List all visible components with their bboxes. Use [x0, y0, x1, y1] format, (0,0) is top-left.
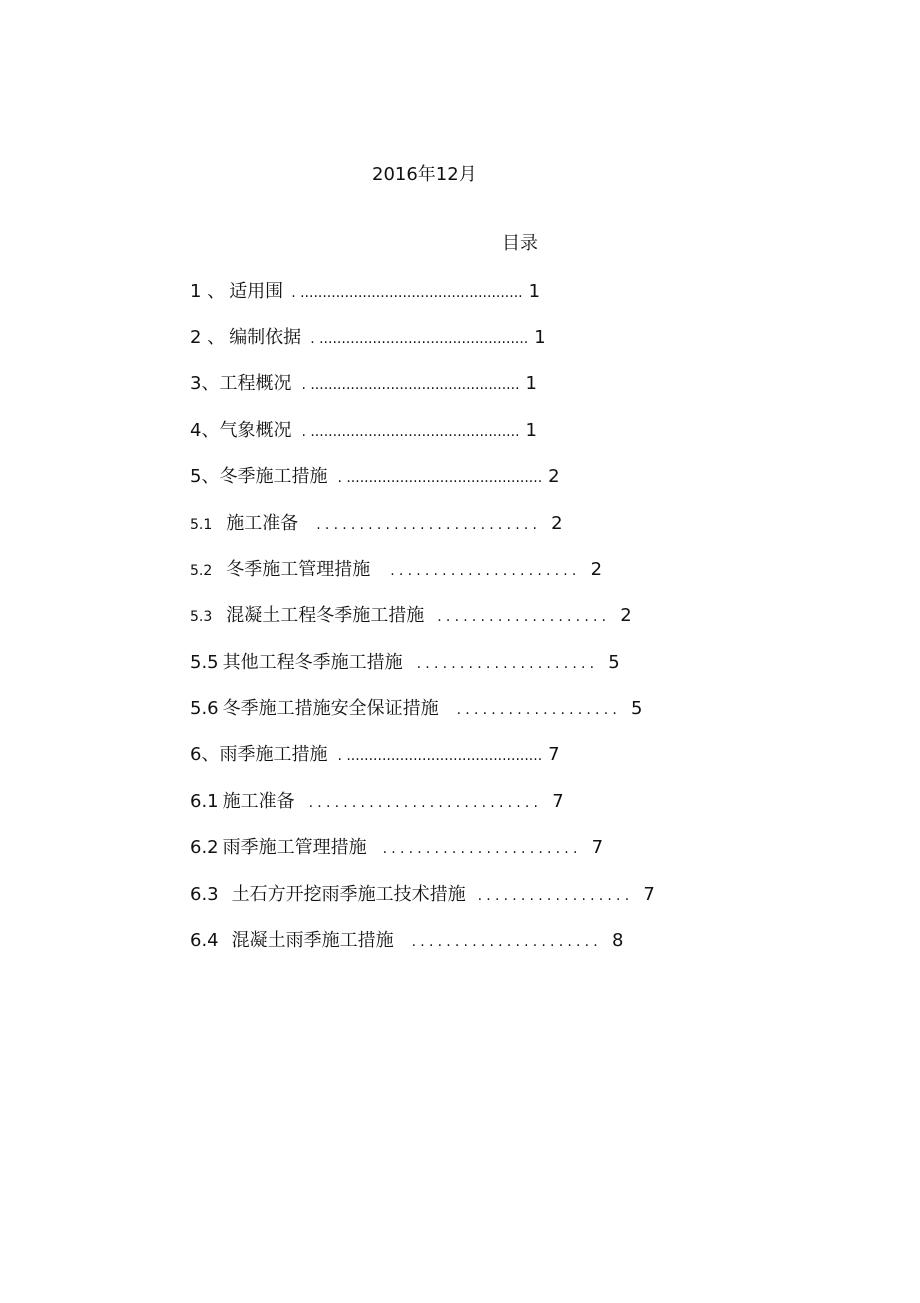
toc-entry[interactable] — [190, 326, 546, 351]
toc-entry-leader: .................... — [437, 609, 611, 625]
toc-entry-page: 1 — [534, 327, 546, 348]
toc-entry-leader: ........................... — [308, 795, 543, 811]
toc-entry[interactable] — [190, 512, 563, 537]
toc-entry-number: 5.6 — [190, 698, 219, 719]
toc-entry-page: 8 — [611, 930, 624, 951]
toc-entry-title: 混凝土工程冬季施工措施 — [226, 605, 425, 626]
toc-entry-page: 1 — [528, 281, 541, 302]
toc-entry-number: 5.5 — [190, 652, 219, 673]
toc-entry-leader: ...................... — [390, 563, 581, 579]
toc-entry[interactable] — [190, 651, 620, 676]
toc-entry-leader: .......................... — [316, 517, 542, 533]
toc-entry-page: 1 — [525, 373, 537, 394]
toc-entry-page: 5 — [631, 698, 643, 719]
toc-entry-leader: . ............................................... — [301, 377, 520, 393]
toc-entry-number: 6.4 — [190, 930, 219, 951]
toc-entry[interactable] — [190, 372, 537, 397]
toc-entry-leader: ....................... — [382, 841, 582, 857]
toc-entry-page: 2 — [551, 513, 563, 534]
toc-entry-leader: . ............................................... — [310, 331, 529, 347]
toc-entry-page: 7 — [591, 837, 604, 858]
toc-entry[interactable] — [190, 790, 564, 815]
toc-entry-number: 6.3 — [190, 884, 219, 905]
toc-entry-number: 3、 — [190, 373, 220, 394]
toc-entry-title: 气象概况 — [219, 420, 292, 441]
toc-entry-title: 工程概况 — [219, 373, 292, 394]
toc-entry-title: 冬季施工措施 — [219, 466, 328, 487]
toc-entry-title: 施工准备 — [222, 791, 295, 812]
toc-entry[interactable] — [190, 836, 603, 861]
toc-entry-leader: ................... — [456, 702, 621, 718]
toc-entry-leader: .................. — [477, 888, 634, 904]
toc-entry-leader: . .................................................. — [291, 285, 523, 301]
toc-entry-page: 2 — [548, 466, 560, 487]
toc-entry-leader: . ............................................ — [337, 470, 543, 486]
toc-entry-number: 4、 — [190, 420, 220, 441]
toc-entry[interactable] — [190, 280, 540, 305]
toc-entry-leader: ..................... — [416, 656, 599, 672]
toc-entry-number: 5.1 — [190, 517, 213, 533]
toc-entry-title: 土石方开挖雨季施工技术措施 — [231, 884, 466, 905]
toc-entry-number: 6.2 — [190, 837, 219, 858]
toc-entry-leader: ...................... — [411, 934, 602, 950]
toc-entry-page: 7 — [552, 791, 564, 812]
toc-entry-number: 5、 — [190, 466, 220, 487]
toc-entry-number: 5.2 — [190, 563, 213, 579]
toc-entry-page: 5 — [608, 652, 620, 673]
toc-entry-page: 7 — [643, 884, 655, 905]
toc-entry-title: 施工准备 — [226, 513, 299, 534]
toc-entry-title: 雨季施工管理措施 — [222, 837, 367, 858]
toc-entry-title: 其他工程冬季施工措施 — [222, 652, 403, 673]
toc-entry[interactable] — [190, 929, 623, 954]
toc-entry-page: 2 — [620, 605, 632, 626]
toc-entry-page: 1 — [525, 420, 537, 441]
toc-entry-title: 编制依据 — [229, 327, 302, 348]
toc-entry-number: 6.1 — [190, 791, 219, 812]
toc-entry-leader: . ............................................ — [337, 748, 543, 764]
toc-entry-number: 1 、 — [190, 281, 226, 302]
toc-entry-title: 雨季施工措施 — [219, 744, 328, 765]
toc-entry-number: 5.3 — [190, 609, 213, 625]
toc-entry-title: 适用围 — [229, 281, 284, 302]
toc-entry[interactable] — [190, 465, 560, 490]
toc-title: 目录 — [502, 233, 538, 254]
toc-entry[interactable] — [190, 419, 537, 444]
toc-entry-title: 冬季施工措施安全保证措施 — [222, 698, 439, 719]
toc-entry[interactable] — [190, 604, 632, 629]
toc-entry-title: 冬季施工管理措施 — [226, 559, 371, 580]
toc-entry[interactable] — [190, 883, 655, 908]
toc-entry-title: 混凝土雨季施工措施 — [231, 930, 394, 951]
toc-entry-page: 2 — [590, 559, 603, 580]
document-date: 2016年12月 — [372, 164, 477, 185]
toc-entry-number: 2 、 — [190, 327, 226, 348]
toc-entry[interactable] — [190, 697, 642, 722]
toc-entry-page: 7 — [548, 744, 560, 765]
toc-entry-leader: . ............................................... — [301, 424, 520, 440]
toc-entry-number: 6、 — [190, 744, 220, 765]
toc-entry[interactable] — [190, 743, 560, 768]
toc-entry[interactable] — [190, 558, 602, 583]
